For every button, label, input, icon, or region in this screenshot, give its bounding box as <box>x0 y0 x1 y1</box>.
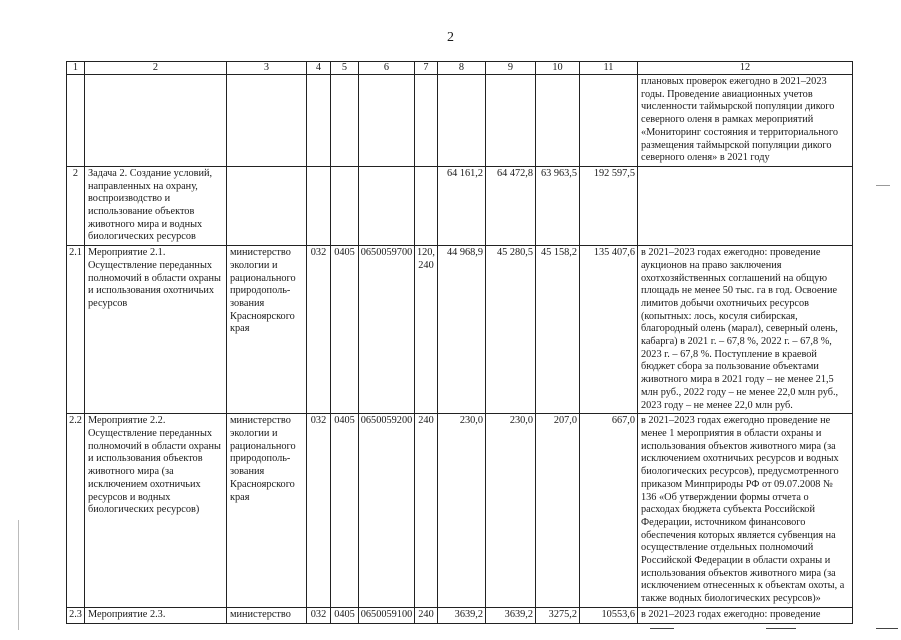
measure-title <box>85 75 227 167</box>
row-number: 2.3 <box>67 607 85 623</box>
expense-type-code <box>415 75 438 167</box>
grbs-code <box>307 166 331 245</box>
amount-2022 <box>486 75 536 167</box>
grbs-code: 032 <box>307 246 331 414</box>
target-article-code: 0650059700 <box>359 246 415 414</box>
amount-2022: 64 472,8 <box>486 166 536 245</box>
amount-2022: 3639,2 <box>486 607 536 623</box>
amount-2023: 3275,2 <box>536 607 580 623</box>
measure-title: Мероприятие 2.3. <box>85 607 227 623</box>
column-number-row <box>67 62 853 75</box>
section-code <box>331 166 359 245</box>
amount-2023: 45 158,2 <box>536 246 580 414</box>
section-code <box>331 75 359 167</box>
amount-total: 10553,6 <box>580 607 638 623</box>
expected-result: плановых проверок ежегодно в 2021–2023 годы. Проведение авиационных учетов численности таймырской популяции дикого северного оленя в рамках мероприятий «Мониторинг состояния и территориального размещения таймырской популяции дикого северного оленя» в 2021 году <box>638 75 853 167</box>
column-number: 2 <box>85 62 227 75</box>
column-number: 7 <box>415 62 438 75</box>
grbs-code: 032 <box>307 607 331 623</box>
amount-2021: 3639,2 <box>438 607 486 623</box>
expense-type-code <box>415 166 438 245</box>
table-row-measure-2-2 <box>67 414 853 608</box>
column-number: 3 <box>227 62 307 75</box>
amount-2021: 44 968,9 <box>438 246 486 414</box>
amount-2023: 207,0 <box>536 414 580 608</box>
scan-artifact-line <box>650 628 674 629</box>
column-number: 12 <box>638 62 853 75</box>
column-number: 5 <box>331 62 359 75</box>
expected-result: в 2021–2023 годах ежегодно: проведение аукционов на право заключения охотхозяйственных соглашений на общую площадь не менее 50 тыс. га в год. Освоение лимитов добычи охотничьих ресурсов (копытных: лось, косуля сибирская, благородный олень (марал), северный олень, кабарга) в 2021 г. – 67,8 %, 2022 г. – 67,8 %, 2023 г. – 67,8 %. Поступление в краевой бюджет сбора за пользование объектами животного мира в 2021 году – не менее 21,5 млн руб., 2022 году – не менее 22,0 млн руб., 2023 году – не менее 22,0 млн руб. <box>638 246 853 414</box>
target-article-code <box>359 166 415 245</box>
column-number: 6 <box>359 62 415 75</box>
target-article-code: 0650059100 <box>359 607 415 623</box>
measure-title: Задача 2. Создание условий, направленных на охрану, воспроизводство и использование объектов животного мира и водных биологических ресурсов <box>85 166 227 245</box>
responsible-ministry: министерство <box>227 607 307 623</box>
scan-artifact-line <box>876 628 898 629</box>
row-number <box>67 75 85 167</box>
section-code: 0405 <box>331 246 359 414</box>
program-measures-table <box>66 61 853 624</box>
row-number: 2.1 <box>67 246 85 414</box>
target-article-code <box>359 75 415 167</box>
expected-result <box>638 166 853 245</box>
responsible-ministry <box>227 166 307 245</box>
amount-2022: 230,0 <box>486 414 536 608</box>
expected-result: в 2021–2023 годах ежегодно проведение не менее 1 мероприятия в области охраны и использования объектов животного мира (за исключением охотничьих ресурсов и водных биологических ресурсов), предусмотренного приказом Минприроды РФ от 09.07.2008 № 136 «Об утверждении формы отчета о расходах бюджета субъекта Российской Федерации, источником финансового обеспечения которых является субвенция на осуществление отдельных полномочий Российской Федерации в области охраны и использования объектов животного мира (за исключением отнесенных к объектам охоты, а также водных биологических ресурсов)» <box>638 414 853 608</box>
scan-artifact-line <box>18 520 19 630</box>
table-row-measure-2-1 <box>67 246 853 414</box>
scan-artifact-line <box>766 628 796 629</box>
table-row-task-2 <box>67 166 853 245</box>
amount-2021: 64 161,2 <box>438 166 486 245</box>
section-code: 0405 <box>331 414 359 608</box>
amount-2021 <box>438 75 486 167</box>
table-row-continuation <box>67 75 853 167</box>
column-number: 1 <box>67 62 85 75</box>
amount-total: 667,0 <box>580 414 638 608</box>
responsible-ministry: министерство экологии и рационального природополь-зования Красноярского края <box>227 414 307 608</box>
expense-type-code: 120, 240 <box>415 246 438 414</box>
grbs-code <box>307 75 331 167</box>
expected-result: в 2021–2023 годах ежегодно: проведение <box>638 607 853 623</box>
amount-total: 192 597,5 <box>580 166 638 245</box>
amount-2022: 45 280,5 <box>486 246 536 414</box>
column-number: 4 <box>307 62 331 75</box>
section-code: 0405 <box>331 607 359 623</box>
responsible-ministry: министерство экологии и рационального природополь-зования Красноярского края <box>227 246 307 414</box>
column-number: 8 <box>438 62 486 75</box>
expense-type-code: 240 <box>415 414 438 608</box>
amount-2021: 230,0 <box>438 414 486 608</box>
grbs-code: 032 <box>307 414 331 608</box>
amount-2023: 63 963,5 <box>536 166 580 245</box>
table-row-measure-2-3 <box>67 607 853 623</box>
target-article-code: 0650059200 <box>359 414 415 608</box>
expense-type-code: 240 <box>415 607 438 623</box>
measure-title: Мероприятие 2.2. Осуществление переданных полномочий в области охраны и использования объектов животного мира (за исключением охотничьих ресурсов и водных биологических ресурсов) <box>85 414 227 608</box>
page-number: 2 <box>447 30 454 45</box>
scan-artifact-line <box>876 185 890 186</box>
column-number: 9 <box>486 62 536 75</box>
row-number: 2 <box>67 166 85 245</box>
column-number: 10 <box>536 62 580 75</box>
amount-total: 135 407,6 <box>580 246 638 414</box>
amount-total <box>580 75 638 167</box>
measure-title: Мероприятие 2.1. Осуществление переданных полномочий в области охраны и использования охотничьих ресурсов <box>85 246 227 414</box>
responsible-ministry <box>227 75 307 167</box>
amount-2023 <box>536 75 580 167</box>
column-number: 11 <box>580 62 638 75</box>
row-number: 2.2 <box>67 414 85 608</box>
